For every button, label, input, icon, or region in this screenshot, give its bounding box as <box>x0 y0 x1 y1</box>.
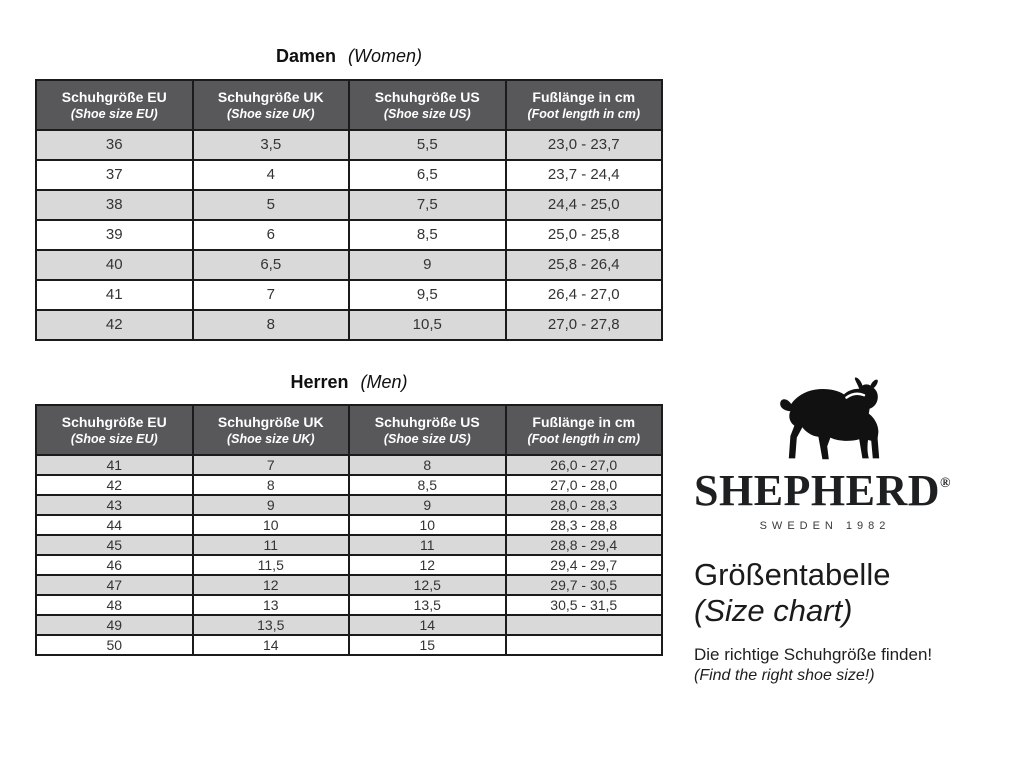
table-cell: 10 <box>349 515 506 535</box>
table-cell: 9 <box>193 495 350 515</box>
table-row <box>36 555 662 575</box>
brand-wordmark <box>694 466 986 515</box>
lamb-icon <box>776 374 896 466</box>
table-cell: 4 <box>193 160 350 190</box>
find-size-note-de: Die richtige Schuhgröße finden! <box>694 645 933 665</box>
column-header-en: (Shoe size US) <box>383 432 471 447</box>
table-cell: 14 <box>349 615 506 635</box>
table-cell: 29,7 - 30,5 <box>506 575 663 595</box>
table-cell: 40 <box>36 250 193 280</box>
table-row <box>36 575 662 595</box>
size-chart-heading <box>694 557 1016 628</box>
column-header-en: (Foot length in cm) <box>527 432 640 447</box>
table-row <box>36 515 662 535</box>
table-cell: 14 <box>193 635 350 655</box>
column-header <box>193 405 350 455</box>
table-cell: 10,5 <box>349 310 506 340</box>
size-tables-column <box>35 46 663 656</box>
table-cell: 36 <box>36 130 193 160</box>
column-header <box>506 405 663 455</box>
table-cell: 12,5 <box>349 575 506 595</box>
table-cell: 48 <box>36 595 193 615</box>
table-cell: 42 <box>36 310 193 340</box>
table-cell: 11 <box>349 535 506 555</box>
table-cell: 13,5 <box>349 595 506 615</box>
table-cell: 13,5 <box>193 615 350 635</box>
find-size-note-en: (Find the right shoe size!) <box>694 666 875 684</box>
table-cell: 44 <box>36 515 193 535</box>
women-table-header <box>36 80 662 130</box>
table-cell: 38 <box>36 190 193 220</box>
column-header-de: Fußlänge in cm <box>532 88 636 105</box>
table-cell: 7 <box>193 280 350 310</box>
table-cell: 25,0 - 25,8 <box>506 220 663 250</box>
column-header-de: Schuhgröße US <box>374 414 480 431</box>
women-title-de: Damen <box>275 46 336 66</box>
table-cell: 8 <box>349 455 506 475</box>
table-cell: 15 <box>349 635 506 655</box>
column-header-de: Fußlänge in cm <box>532 414 636 431</box>
table-cell: 27,0 - 28,0 <box>506 475 663 495</box>
table-row <box>36 220 662 250</box>
table-cell: 3,5 <box>193 130 350 160</box>
table-cell: 26,4 - 27,0 <box>506 280 663 310</box>
table-cell: 8,5 <box>349 220 506 250</box>
column-header-en: (Shoe size UK) <box>226 106 315 121</box>
table-cell: 6 <box>193 220 350 250</box>
column-header <box>349 80 506 130</box>
column-header <box>193 80 350 130</box>
table-cell: 41 <box>36 455 193 475</box>
table-cell: 29,4 - 29,7 <box>506 555 663 575</box>
table-row <box>36 635 662 655</box>
column-header-en: (Shoe size US) <box>383 106 471 121</box>
table-cell: 45 <box>36 535 193 555</box>
table-cell: 50 <box>36 635 193 655</box>
table-cell: 8 <box>193 475 350 495</box>
table-row <box>36 615 662 635</box>
column-header-en: (Shoe size EU) <box>70 106 158 121</box>
table-row <box>36 160 662 190</box>
table-cell: 28,3 - 28,8 <box>506 515 663 535</box>
column-header-de: Schuhgröße UK <box>217 414 324 431</box>
table-cell: 9,5 <box>349 280 506 310</box>
men-table-body <box>36 455 662 655</box>
table-cell: 49 <box>36 615 193 635</box>
women-size-table <box>35 79 663 341</box>
men-table-header <box>36 405 662 455</box>
table-row <box>36 190 662 220</box>
table-cell: 7,5 <box>349 190 506 220</box>
table-cell: 10 <box>193 515 350 535</box>
table-cell: 25,8 - 26,4 <box>506 250 663 280</box>
table-cell: 24,4 - 25,0 <box>506 190 663 220</box>
table-row <box>36 280 662 310</box>
table-row <box>36 595 662 615</box>
column-header <box>36 80 193 130</box>
table-cell: 8,5 <box>349 475 506 495</box>
registered-mark: ® <box>940 476 951 491</box>
men-size-table-section <box>35 372 663 657</box>
women-title-en: (Women) <box>348 46 423 66</box>
table-cell: 7 <box>193 455 350 475</box>
table-cell: 30,5 - 31,5 <box>506 595 663 615</box>
women-table-title <box>35 46 663 68</box>
size-chart-heading-de: Größentabelle <box>694 557 891 592</box>
men-title-en: (Men) <box>360 371 408 392</box>
table-cell: 41 <box>36 280 193 310</box>
table-cell <box>506 615 663 635</box>
header-row <box>36 80 662 130</box>
table-cell: 13 <box>193 595 350 615</box>
column-header-de: Schuhgröße EU <box>61 88 167 105</box>
table-cell: 28,0 - 28,3 <box>506 495 663 515</box>
column-header-de: Schuhgröße US <box>374 88 480 105</box>
table-cell: 46 <box>36 555 193 575</box>
brand-tagline: SWEDEN 1982 <box>759 520 891 532</box>
column-header <box>36 405 193 455</box>
table-cell: 11 <box>193 535 350 555</box>
table-cell: 47 <box>36 575 193 595</box>
table-cell: 42 <box>36 475 193 495</box>
men-table-title <box>35 372 663 394</box>
table-row <box>36 495 662 515</box>
column-header-en: (Foot length in cm) <box>527 106 640 121</box>
header-row <box>36 405 662 455</box>
table-cell: 28,8 - 29,4 <box>506 535 663 555</box>
table-row <box>36 455 662 475</box>
brand-block <box>694 374 986 532</box>
table-cell: 12 <box>349 555 506 575</box>
table-row <box>36 250 662 280</box>
women-size-table-section <box>35 46 663 341</box>
table-row <box>36 310 662 340</box>
table-cell: 37 <box>36 160 193 190</box>
table-cell: 6,5 <box>193 250 350 280</box>
table-cell: 11,5 <box>193 555 350 575</box>
brand-name-text: SHEPHERD <box>694 466 941 515</box>
women-table-body <box>36 130 662 340</box>
table-cell: 6,5 <box>349 160 506 190</box>
column-header <box>349 405 506 455</box>
table-row <box>36 130 662 160</box>
table-cell: 27,0 - 27,8 <box>506 310 663 340</box>
men-title-de: Herren <box>290 371 349 392</box>
brand-column <box>694 374 1016 686</box>
size-chart-heading-en: (Size chart) <box>694 592 853 628</box>
column-header-en: (Shoe size EU) <box>70 432 158 447</box>
column-header <box>506 80 663 130</box>
table-cell: 9 <box>349 495 506 515</box>
table-cell: 23,7 - 24,4 <box>506 160 663 190</box>
table-row <box>36 535 662 555</box>
table-cell: 9 <box>349 250 506 280</box>
men-size-table <box>35 404 663 656</box>
table-cell: 39 <box>36 220 193 250</box>
column-header-de: Schuhgröße EU <box>61 414 167 431</box>
table-cell: 12 <box>193 575 350 595</box>
table-row <box>36 475 662 495</box>
table-cell <box>506 635 663 655</box>
table-cell: 5 <box>193 190 350 220</box>
table-cell: 8 <box>193 310 350 340</box>
table-cell: 23,0 - 23,7 <box>506 130 663 160</box>
table-cell: 26,0 - 27,0 <box>506 455 663 475</box>
find-size-note <box>694 645 1016 685</box>
column-header-de: Schuhgröße UK <box>217 88 324 105</box>
table-cell: 5,5 <box>349 130 506 160</box>
column-header-en: (Shoe size UK) <box>226 432 315 447</box>
table-cell: 43 <box>36 495 193 515</box>
